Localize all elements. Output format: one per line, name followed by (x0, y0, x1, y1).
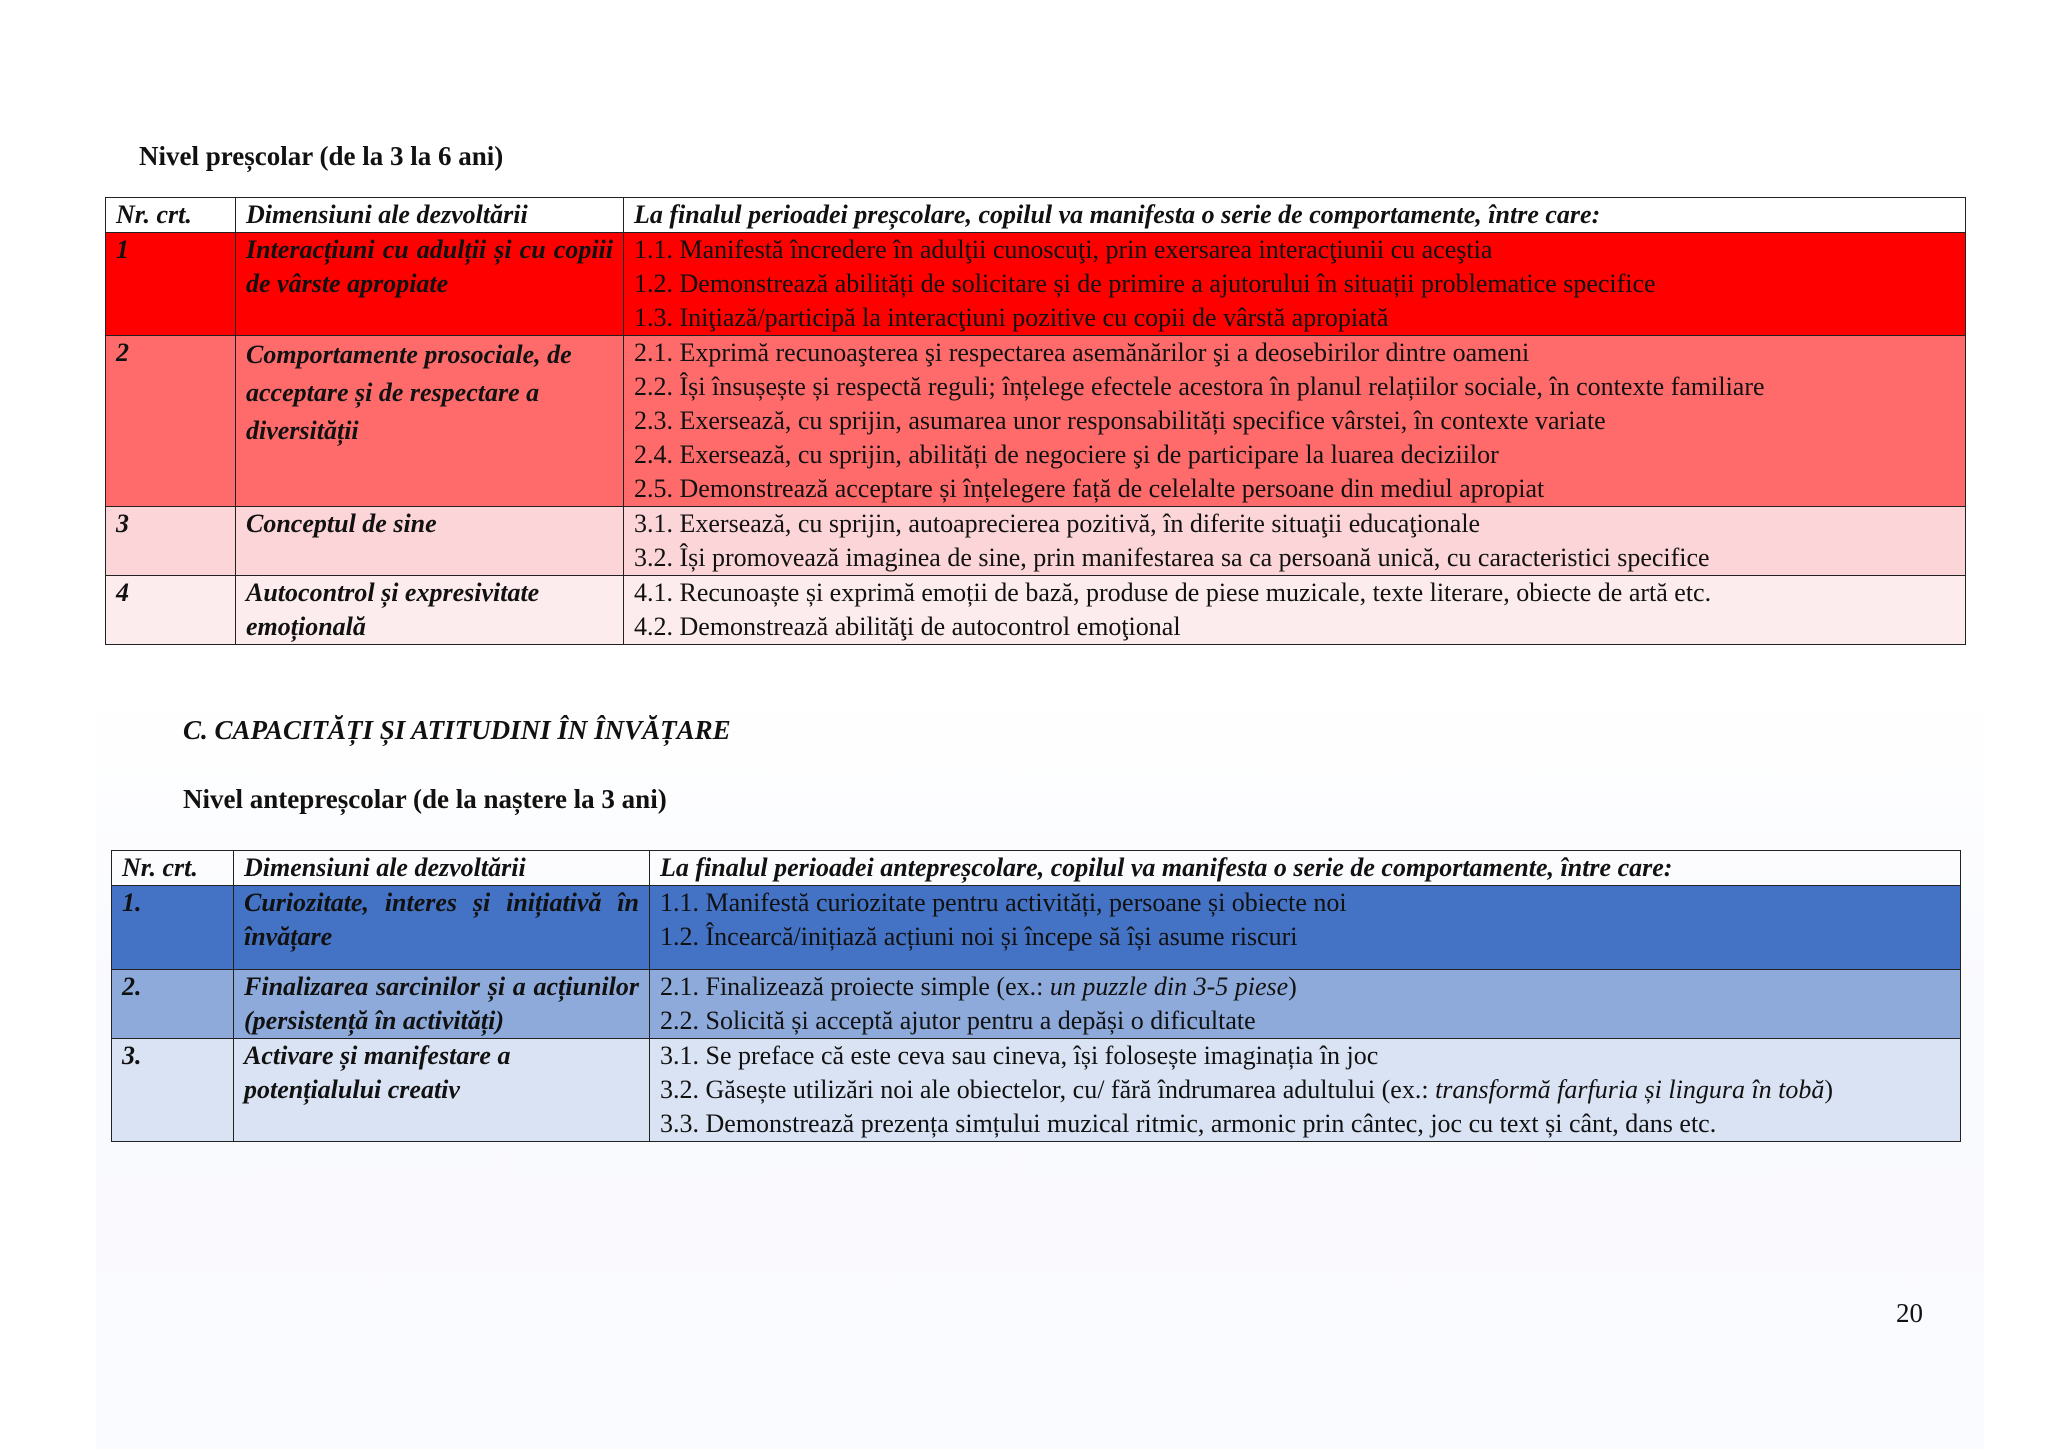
behavior-text-after: ) (1288, 972, 1297, 1001)
row-number: 2 (106, 336, 236, 507)
behavior-item: 2.2. Își însușește și respectă reguli; înțelege efectele acestora în planul relațiilor sociale, în contexte familiare (634, 372, 1765, 401)
behavior-item: 2.1. Exprimă recunoaşterea şi respectarea asemănărilor şi a deosebirilor dintre oameni (634, 338, 1530, 367)
row-number: 1. (112, 886, 234, 970)
table-row (112, 886, 1961, 970)
row-behaviors (650, 886, 1961, 970)
behavior-item: 4.2. Demonstrează abilităţi de autocontrol emoţional (634, 612, 1181, 641)
row-dimension: Conceptul de sine (236, 507, 624, 576)
row-number: 1 (106, 233, 236, 336)
header-behaviors: La finalul perioadei antepreșcolare, copilul va manifesta o serie de comportamente, între care: (650, 851, 1961, 886)
page-number: 20 (1896, 1298, 1923, 1328)
behavior-item: 2.5. Demonstrează acceptare și înțelegere față de celelalte persoane din mediul apropiat (634, 474, 1545, 503)
behavior-item: 1.3. Iniţiază/participă la interacţiuni pozitive cu copii de vârstă apropiată (634, 303, 1389, 332)
row-dimension: Comportamente prosociale, de acceptare și de respectare a diversității (236, 336, 624, 507)
row-behaviors (650, 1039, 1961, 1142)
behavior-item: 1.2. Încearcă/inițiază acțiuni noi și începe să își asume riscuri (660, 922, 1298, 951)
behavior-text-after: ) (1824, 1075, 1834, 1104)
table-row (112, 1039, 1961, 1142)
table-row (112, 970, 1961, 1039)
behavior-item (660, 1073, 1950, 1107)
table-antiprescolar (111, 850, 1961, 1142)
section-title-c: C. CAPACITĂȚI ȘI ATITUDINI ÎN ÎNVĂȚARE (183, 715, 731, 745)
row-dimension: Curiozitate, interes și inițiativă în învățare (234, 886, 650, 970)
behavior-text: 3.2. Găsește utilizări noi ale obiectelor, cu/ fără îndrumarea adultului (ex.: (660, 1075, 1436, 1104)
behavior-item: 3.3. Demonstrează prezența simțului muzical ritmic, armonic prin cântec, joc cu text și cânt, dans etc. (660, 1109, 1717, 1138)
row-dimension: Activare și manifestare a potențialului creativ (234, 1039, 650, 1142)
row-dimension: Finalizarea sarcinilor și a acțiunilor (persistență în activități) (234, 970, 650, 1039)
row-behaviors (624, 336, 1966, 507)
row-behaviors (624, 233, 1966, 336)
row-dimension: Interacțiuni cu adulții și cu copiii de vârste apropiate (236, 233, 624, 336)
table-header-row (112, 851, 1961, 886)
behavior-item: 2.4. Exersează, cu sprijin, abilități de negociere şi de participare la luarea deciziilor (634, 440, 1499, 469)
section-heading-antiprescolar: Nivel antepreșcolar (de la naștere la 3 ani) (183, 784, 667, 814)
behavior-example: transformă farfuria și lingura în tobă (1435, 1075, 1825, 1104)
table-prescolar (105, 197, 1966, 645)
header-dimensions: Dimensiuni ale dezvoltării (236, 198, 624, 233)
row-behaviors (624, 507, 1966, 576)
table-row (106, 576, 1966, 645)
row-behaviors (624, 576, 1966, 645)
row-dimension: Autocontrol și expresivitate emoțională (236, 576, 624, 645)
header-nr: Nr. crt. (112, 851, 234, 886)
behavior-item (660, 970, 1950, 1004)
row-number: 4 (106, 576, 236, 645)
behavior-item: 4.1. Recunoaște și exprimă emoții de bază, produse de piese muzicale, texte literare, obiecte de artă etc. (634, 578, 1712, 607)
table-row (106, 336, 1966, 507)
table-row (106, 233, 1966, 336)
behavior-item: 1.1. Manifestă încredere în adulţii cunoscuţi, prin exersarea interacţiunii cu aceştia (634, 235, 1493, 264)
row-number: 3. (112, 1039, 234, 1142)
behavior-text: 2.1. Finalizează proiecte simple (ex.: (660, 972, 1050, 1001)
row-behaviors (650, 970, 1961, 1039)
header-nr: Nr. crt. (106, 198, 236, 233)
behavior-example: un puzzle din 3-5 piese (1049, 972, 1289, 1001)
behavior-item: 2.3. Exersează, cu sprijin, asumarea unor responsabilități specifice vârstei, în contexte variate (634, 406, 1606, 435)
behavior-item: 3.2. Își promovează imaginea de sine, prin manifestarea sa ca persoană unică, cu caracteristici specifice (634, 543, 1710, 572)
section-heading-prescolar: Nivel preșcolar (de la 3 la 6 ani) (139, 141, 504, 171)
row-number: 3 (106, 507, 236, 576)
behavior-item: 3.1. Se preface că este ceva sau cineva, își folosește imaginația în joc (660, 1041, 1379, 1070)
header-dimensions: Dimensiuni ale dezvoltării (234, 851, 650, 886)
table-header-row (106, 198, 1966, 233)
header-behaviors: La finalul perioadei preșcolare, copilul va manifesta o serie de comportamente, între care: (624, 198, 1966, 233)
behavior-item: 2.2. Solicită și acceptă ajutor pentru a depăși o dificultate (660, 1006, 1256, 1035)
table-row (106, 507, 1966, 576)
behavior-item: 3.1. Exersează, cu sprijin, autoaprecierea pozitivă, în diferite situaţii educaţionale (634, 509, 1481, 538)
behavior-item: 1.2. Demonstrează abilități de solicitare și de primire a ajutorului în situații problematice specifice (634, 269, 1656, 298)
row-number: 2. (112, 970, 234, 1039)
behavior-item: 1.1. Manifestă curiozitate pentru activități, persoane și obiecte noi (660, 888, 1347, 917)
